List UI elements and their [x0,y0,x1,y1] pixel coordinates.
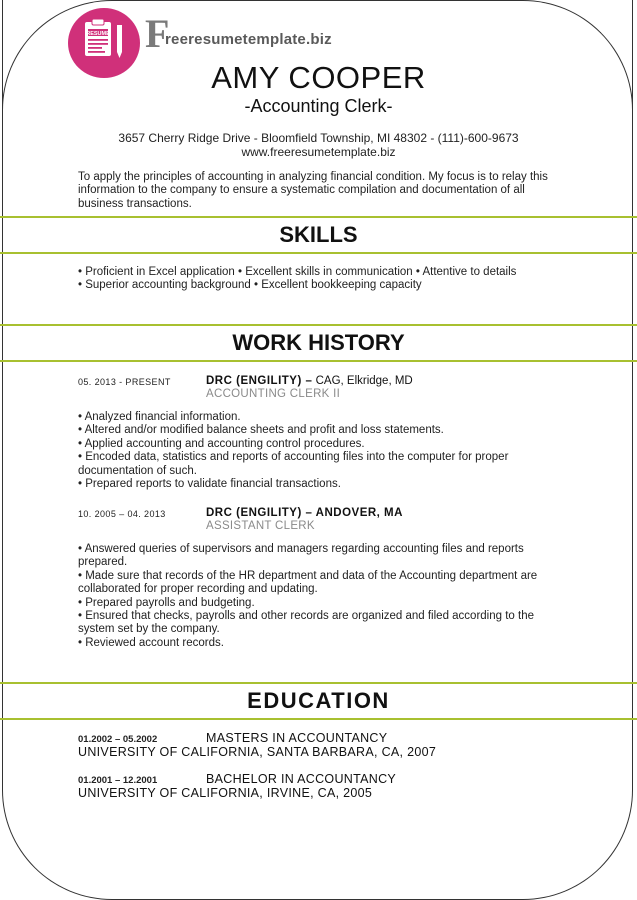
job-duties [78,411,558,491]
brand-site: reeresumetemplate.biz [165,31,332,48]
duty-item: • Answered queries of supervisors and managers regarding accounting files and reports prepared. [78,543,524,569]
address-line: 3657 Cherry Ridge Drive - Bloomfield Township, MI 48302 - (111)-600-9673 [118,131,519,145]
education-school: UNIVERSITY OF CALIFORNIA, SANTA BARBARA, CA, 2007 [78,745,437,759]
duty-item: • Altered and/or modified balance sheets and profit and loss statements. [78,424,444,437]
education-degree: MASTERS IN ACCOUNTANCY [206,731,388,745]
contact-block [0,131,637,159]
duty-item: • Encoded data, statistics and reports of accounting files into the computer for proper documentation of such. [78,451,509,477]
job-date: 05. 2013 - PRESENT [78,377,171,387]
duty-item: • Ensured that checks, payrolls and other records are organized and filed according to the system set by the company. [78,610,534,636]
skills-line: • Proficient in Excel application • Excellent skills in communication • Attentive to details [78,266,517,278]
skills-heading: SKILLS [279,222,358,247]
education-degree: BACHELOR IN ACCOUNTANCY [206,772,397,786]
job-employer [206,507,403,519]
candidate-title: -Accounting Clerk- [244,96,393,116]
job-employer [206,375,413,387]
job-employer-name: DRC (ENGILITY) – ANDOVER, MA [206,507,403,519]
job-position: ACCOUNTING CLERK II [206,388,341,400]
duty-item: • Prepared payrolls and budgeting. [78,596,255,609]
duty-item: • Reviewed account records. [78,636,224,649]
logo-text: RESUME [86,31,110,37]
duty-item: • Prepared reports to validate financial transactions. [78,478,341,491]
section-band-education [0,682,637,720]
education-school: UNIVERSITY OF CALIFORNIA, IRVINE, CA, 2005 [78,786,373,800]
education-heading: EDUCATION [247,688,390,713]
brand-letter: F [145,11,170,56]
job-location: CAG, Elkridge, MD [315,375,413,387]
education-date: 01.2002 – 05.2002 [78,734,158,745]
education-date: 01.2001 – 12.2001 [78,775,158,786]
skills-list [78,266,516,293]
job-employer-name: DRC (ENGILITY) – [206,375,313,387]
duty-item: • Applied accounting and accounting control procedures. [78,437,365,450]
duty-item: • Analyzed financial information. [78,411,241,423]
section-band-work [0,324,637,362]
website-link[interactable]: www.freeresumetemplate.biz [241,145,396,159]
candidate-name: AMY COOPER [211,60,426,95]
work-history-heading: WORK HISTORY [232,330,405,355]
job-date: 10. 2005 – 04. 2013 [78,509,166,519]
job-duties [78,543,558,650]
section-band-skills [0,216,637,254]
objective-text: To apply the principles of accounting in analyzing financial condition. My focus is to relay this information to the company to ensure a systematic compilation and documentation of all business transactions. [78,171,548,210]
job-position: ASSISTANT CLERK [206,520,315,532]
duty-item: • Made sure that records of the HR department and data of the Accounting department are collaborated for proper recording and updating. [78,569,538,596]
skills-line: • Superior accounting background • Excellent bookkeeping capacity [78,279,422,292]
